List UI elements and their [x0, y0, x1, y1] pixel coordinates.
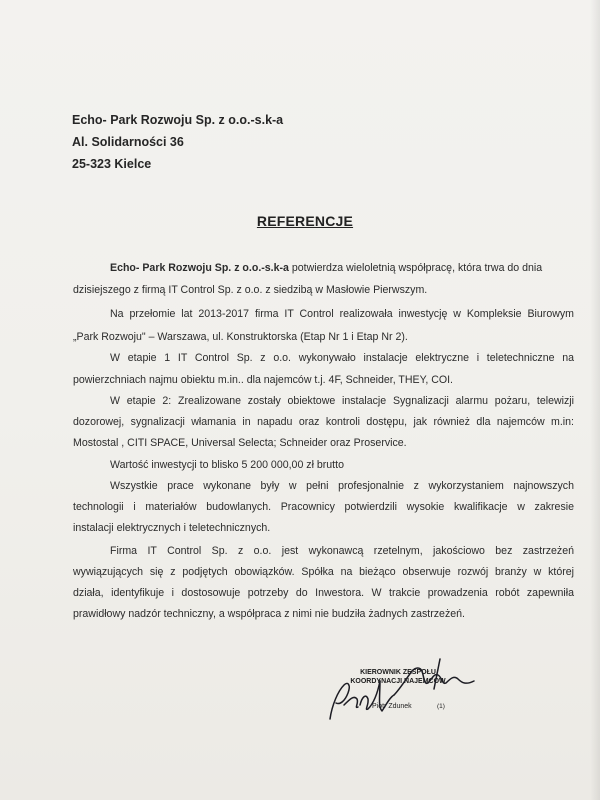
- handwritten-signature: [324, 655, 484, 725]
- paragraph-7-line-1: Firma IT Control Sp. z o.o. jest wykonawcą rzetelnym, jakościowo bez zastrzeżeń: [110, 545, 574, 557]
- paragraph-7-line-2: wywiązujących się z podjętych obowiązków. Spółka na bieżąco obserwuje rozwój branży w której: [73, 566, 574, 578]
- paragraph-7-line-4: prawidłowy nadzór techniczny, a współpraca z nimi nie budziła żadnych zastrzeżeń.: [73, 608, 465, 620]
- investment-value: Wartość inwestycji to blisko 5 200 000,00 zł brutto: [110, 459, 344, 471]
- paragraph-1-line-1: [110, 262, 542, 275]
- paragraph-6-line-3: instalacji elektrycznych i teletechnicznych.: [73, 522, 271, 534]
- paragraph-4-line-2: dozorowej, sygnalizacji włamania in napadu oraz kontroli dostępu, jak również dla najemców m.in:: [73, 416, 574, 428]
- paragraph-4-line-3: Mostostal , CITI SPACE, Universal Selecta; Schneider oraz Proservice.: [73, 437, 407, 449]
- paragraph-2-line-1: Na przełomie lat 2013-2017 firma IT Control realizowała inwestycję w Kompleksie Biurowym: [110, 308, 574, 320]
- paragraph-1-text: potwierdza wieloletnią współpracę, która trwa do dnia: [288, 262, 543, 274]
- paragraph-6-line-2: technologii i materiałów budowlanych. Pracownicy potwierdzili wysokie kwalifikacje w zakresie: [73, 501, 574, 513]
- paragraph-4-line-1: W etapie 2: Zrealizowane zostały obiektowe instalacje Sygnalizacji alarmu pożaru, telewizji: [110, 395, 574, 407]
- company-name: Echo- Park Rozwoju Sp. z o.o.-s.k-a: [110, 262, 289, 274]
- stamp-signer-name: Piotr Zdunek: [372, 703, 412, 710]
- stamp-position-line-1: KIEROWNIK ZESPOŁU: [360, 669, 436, 676]
- paragraph-3-line-1: W etapie 1 IT Control Sp. z o.o. wykonywało instalacje elektryczne i teletechniczne na: [110, 352, 574, 364]
- stamp-number: (1): [437, 703, 445, 710]
- paragraph-3-line-2: powierzchniach najmu obiektu m.in.. dla najemców t.j. 4F, Schneider, THEY, COI.: [73, 374, 453, 386]
- recipient-company: Echo- Park Rozwoju Sp. z o.o.-s.k-a: [72, 113, 284, 127]
- paragraph-2-line-2: „Park Rozwoju" – Warszawa, ul. Konstruktorska (Etap Nr 1 i Etap Nr 2).: [73, 331, 408, 343]
- paragraph-7-line-3: działa, identyfikuje i dostosowuje potrzeby do Inwestora. W trakcie prowadzenia robót zapewniła: [73, 587, 574, 599]
- recipient-city: 25-323 Kielce: [72, 157, 152, 171]
- paragraph-1-line-2: dzisiejszego z firmą IT Control Sp. z o.o. z siedzibą w Masłowie Pierwszym.: [73, 284, 428, 296]
- stamp-position-line-2: KOORDYNACJI NAJEMCÓW: [350, 678, 446, 685]
- paragraph-6-line-1: Wszystkie prace wykonane były w pełni profesjonalnie z wykorzystaniem najnowszych: [110, 480, 574, 492]
- document-title: REFERENCJE: [256, 213, 354, 229]
- recipient-street: Al. Solidarności 36: [72, 135, 184, 149]
